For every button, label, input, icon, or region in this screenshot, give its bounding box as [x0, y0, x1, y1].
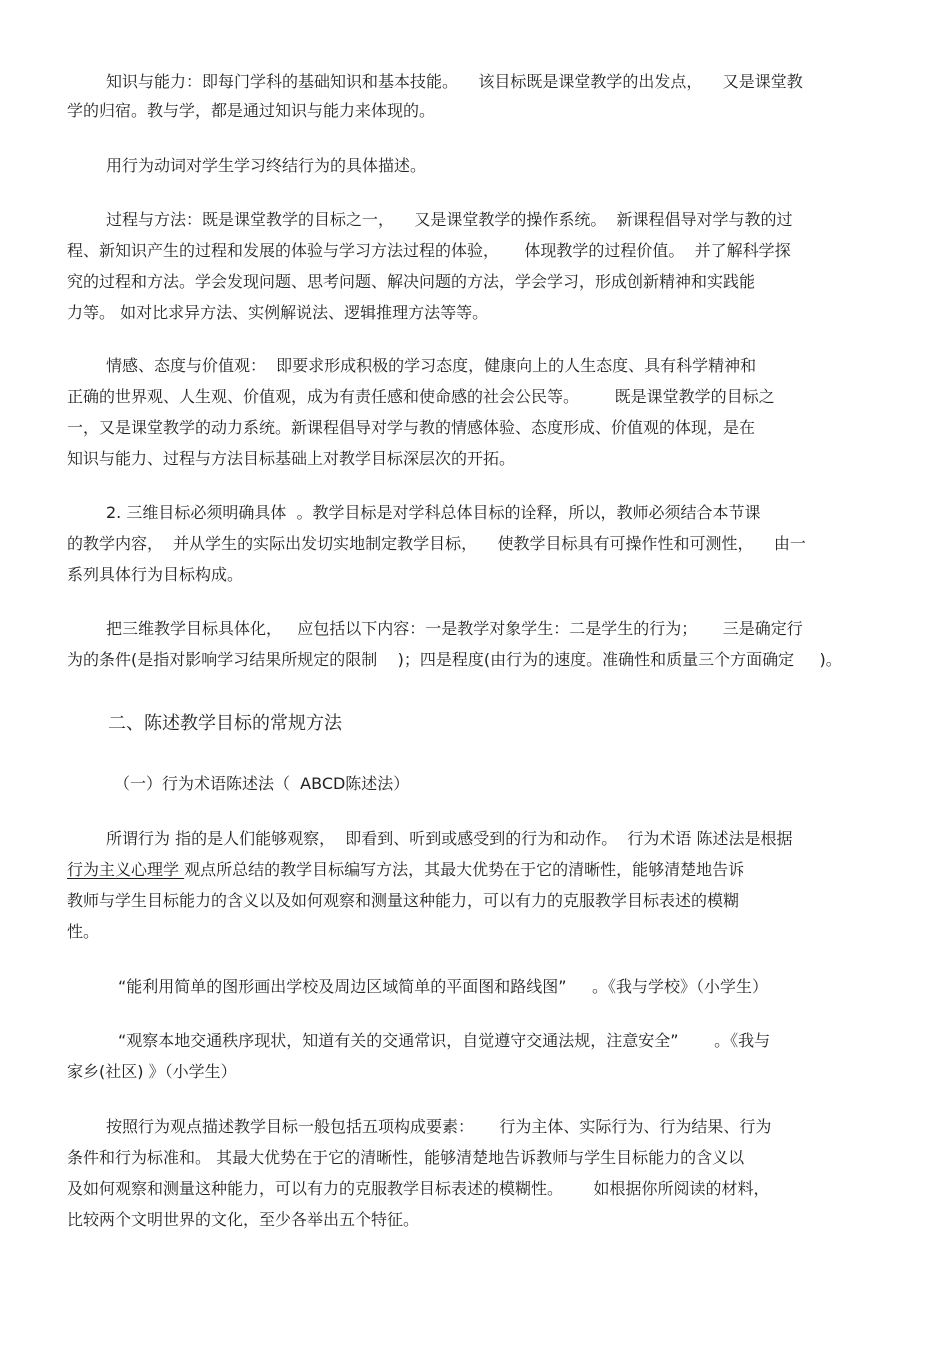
section-heading: 二、陈述教学目标的常规方法 — [108, 713, 342, 734]
paragraph-process-line-1: 过程与方法：既是课堂教学的目标之一， 又是课堂教学的操作系统。 新课程倡导对学与教的过 — [106, 210, 793, 229]
underlined-term: 行为主义心理学 — [67, 860, 185, 879]
paragraph-behavior-term-line-2 — [67, 860, 744, 880]
subsection-heading: （一）行为术语陈述法（ ABCD陈述法） — [114, 774, 410, 793]
paragraph-behavior-term-line-4: 性。 — [67, 922, 100, 941]
paragraph-emotion-line-1: 情感、态度与价值观： 即要求形成积极的学习态度，健康向上的人生态度、具有科学精神和 — [106, 356, 757, 375]
paragraph-behavior-verb: 用行为动词对学生学习终结行为的具体描述。 — [106, 156, 427, 175]
example-quote-2-line-1: “观察本地交通秩序现状，知道有关的交通常识，自觉遵守交通法规，注意安全” 。《我与 — [118, 1031, 771, 1050]
example-quote-2-line-2: 家乡(社区) 》（小学生） — [67, 1062, 237, 1081]
paragraph-emotion-line-2: 正确的世界观、人生观、价值观，成为有责任感和使命感的社会公民等。 既是课堂教学的目标之 — [67, 387, 775, 406]
paragraph-specific-line-3: 系列具体行为目标构成。 — [67, 565, 244, 584]
paragraph-concretize-line-2: 为的条件(是指对影响学习结果所规定的限制 )；四是程度(由行为的速度。准确性和质量三个方面确定 )。 — [67, 650, 842, 669]
paragraph-process-line-4: 力等。 如对比求异方法、实例解说法、逻辑推理方法等等。 — [67, 303, 489, 322]
paragraph-process-line-3: 究的过程和方法。学会发现问题、思考问题、解决问题的方法，学会学习，形成创新精神和实践能 — [67, 272, 756, 291]
paragraph-knowledge-line-1: 知识与能力：即每门学科的基础知识和基本技能。 该目标既是课堂教学的出发点， 又是课堂教 — [106, 72, 803, 91]
paragraph-five-elements-line-1: 按照行为观点描述教学目标一般包括五项构成要素： 行为主体、实际行为、行为结果、行为 — [106, 1117, 772, 1136]
paragraph-specific-line-1: 2. 三维目标必须明确具体 。教学目标是对学科总体目标的诠释，所以，教师必须结合本节课 — [106, 503, 761, 522]
line-2-rest: 观点所总结的教学目标编写方法，其最大优势在于它的清晰性，能够清楚地告诉 — [184, 860, 745, 879]
paragraph-behavior-term-line-1: 所谓行为 指的是人们能够观察， 即看到、听到或感受到的行为和动作。 行为术语 陈述法是根据 — [106, 829, 793, 848]
paragraph-concretize-line-1: 把三维教学目标具体化， 应包括以下内容：一是教学对象学生：二是学生的行为； 三是确定行 — [106, 619, 803, 638]
paragraph-emotion-line-4: 知识与能力、过程与方法目标基础上对教学目标深层次的开拓。 — [67, 449, 516, 468]
paragraph-specific-line-2: 的教学内容， 并从学生的实际出发切实地制定教学目标， 使教学目标具有可操作性和可测性， 由一 — [67, 534, 806, 553]
paragraph-emotion-line-3: 一，又是课堂教学的动力系统。新课程倡导对学与教的情感体验、态度形成、价值观的体现，是在 — [67, 418, 756, 437]
paragraph-five-elements-line-3: 及如何观察和测量这种能力，可以有力的克服教学目标表述的模糊性。 如根据你所阅读的材料， — [67, 1179, 770, 1198]
example-quote-1: “能利用简单的图形画出学校及周边区域简单的平面图和路线图” 。《我与学校》（小学生） — [118, 977, 769, 996]
paragraph-knowledge-line-2: 学的归宿。教与学，都是通过知识与能力来体现的。 — [67, 101, 436, 120]
paragraph-five-elements-line-4: 比较两个文明世界的文化，至少各举出五个特征。 — [67, 1210, 420, 1229]
paragraph-five-elements-line-2: 条件和行为标准和。 其最大优势在于它的清晰性，能够清楚地告诉教师与学生目标能力的含义以 — [67, 1148, 745, 1167]
paragraph-behavior-term-line-3: 教师与学生目标能力的含义以及如何观察和测量这种能力，可以有力的克服教学目标表述的模糊 — [67, 891, 740, 910]
paragraph-process-line-2: 程、新知识产生的过程和发展的体验与学习方法过程的体验， 体现教学的过程价值。 并了解科学探 — [67, 241, 791, 260]
